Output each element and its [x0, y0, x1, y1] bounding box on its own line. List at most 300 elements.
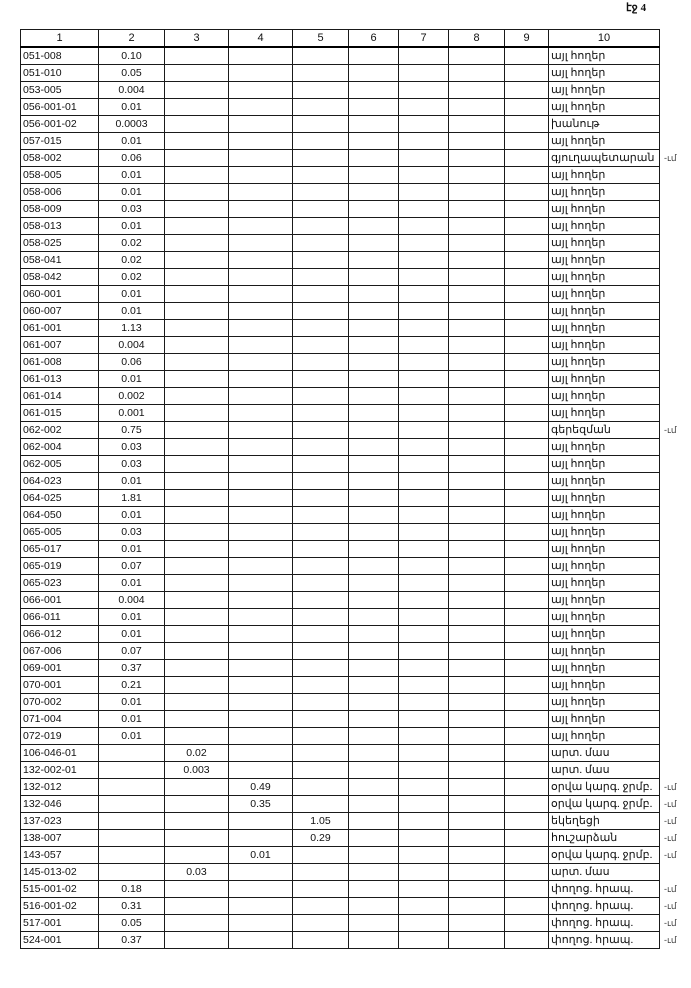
land-use-cell: այլ հողեր	[549, 201, 660, 218]
col7-cell	[399, 592, 449, 609]
margin-mark: -ւմ	[664, 849, 677, 860]
col6-cell	[349, 694, 399, 711]
col8-cell	[449, 660, 505, 677]
margin-mark: -ւմ	[664, 781, 677, 792]
col8-cell	[449, 167, 505, 184]
col6-cell	[349, 82, 399, 99]
col8-cell	[449, 915, 505, 932]
col4-value-cell	[229, 864, 293, 881]
col2-value-cell: 0.37	[99, 932, 165, 949]
land-use-cell: այլ հողեր	[549, 303, 660, 320]
col7-cell	[399, 626, 449, 643]
col5-value-cell	[293, 643, 349, 660]
col3-value-cell	[165, 592, 229, 609]
col5-value-cell	[293, 65, 349, 82]
col8-cell	[449, 626, 505, 643]
col3-value-cell	[165, 388, 229, 405]
col4-value-cell	[229, 133, 293, 150]
col5-value-cell	[293, 354, 349, 371]
col8-cell	[449, 643, 505, 660]
table-row	[21, 405, 660, 422]
col4-value-cell	[229, 745, 293, 762]
col6-cell	[349, 252, 399, 269]
col2-value-cell: 0.01	[99, 133, 165, 150]
col5-value-cell	[293, 881, 349, 898]
col6-cell	[349, 218, 399, 235]
col9-cell	[505, 184, 549, 201]
land-use-cell: այլ հողեր	[549, 456, 660, 473]
col6-cell	[349, 541, 399, 558]
col6-cell	[349, 184, 399, 201]
parcel-code-cell: 065-023	[21, 575, 99, 592]
parcel-code-cell: 138-007	[21, 830, 99, 847]
col5-value-cell	[293, 626, 349, 643]
col3-value-cell	[165, 677, 229, 694]
col4-value-cell	[229, 218, 293, 235]
table-row	[21, 65, 660, 82]
land-use-cell: այլ հողեր	[549, 388, 660, 405]
parcel-code-cell: 137-023	[21, 813, 99, 830]
parcel-code-cell: 051-010	[21, 65, 99, 82]
land-use-cell: գերեզման	[549, 422, 660, 439]
col7-cell	[399, 745, 449, 762]
col9-cell	[505, 575, 549, 592]
col9-cell	[505, 354, 549, 371]
land-use-cell: այլ հողեր	[549, 133, 660, 150]
land-use-cell: այլ հողեր	[549, 286, 660, 303]
col9-cell	[505, 422, 549, 439]
col6-cell	[349, 354, 399, 371]
col7-cell	[399, 116, 449, 133]
col2-value-cell: 0.004	[99, 82, 165, 99]
col8-cell	[449, 201, 505, 218]
col3-value-cell	[165, 728, 229, 745]
land-use-cell: այլ հողեր	[549, 184, 660, 201]
col7-cell	[399, 167, 449, 184]
col5-value-cell	[293, 864, 349, 881]
col9-cell	[505, 711, 549, 728]
land-use-cell: այլ հողեր	[549, 643, 660, 660]
col9-cell	[505, 167, 549, 184]
col2-value-cell: 1.13	[99, 320, 165, 337]
parcel-code-cell: 061-013	[21, 371, 99, 388]
table-row	[21, 575, 660, 592]
col4-value-cell	[229, 337, 293, 354]
col6-cell	[349, 864, 399, 881]
col8-cell	[449, 830, 505, 847]
col8-cell	[449, 184, 505, 201]
parcel-code-cell: 058-005	[21, 167, 99, 184]
parcel-code-cell: 066-011	[21, 609, 99, 626]
col4-value-cell	[229, 915, 293, 932]
land-use-cell: խանութ	[549, 116, 660, 133]
col8-cell	[449, 337, 505, 354]
col8-cell	[449, 473, 505, 490]
parcel-code-cell: 066-012	[21, 626, 99, 643]
col7-cell	[399, 728, 449, 745]
col7-cell	[399, 303, 449, 320]
table-row	[21, 167, 660, 184]
col4-value-cell	[229, 47, 293, 65]
parcel-code-cell: 056-001-02	[21, 116, 99, 133]
parcel-code-cell: 070-002	[21, 694, 99, 711]
col9-cell	[505, 847, 549, 864]
col6-cell	[349, 643, 399, 660]
col7-cell	[399, 813, 449, 830]
col5-value-cell	[293, 286, 349, 303]
col3-value-cell	[165, 354, 229, 371]
col5-value-cell	[293, 133, 349, 150]
col8-cell	[449, 745, 505, 762]
header-row	[21, 30, 660, 48]
parcel-code-cell: 058-042	[21, 269, 99, 286]
col9-cell	[505, 660, 549, 677]
col7-cell	[399, 82, 449, 99]
parcel-code-cell: 062-004	[21, 439, 99, 456]
col5-value-cell	[293, 898, 349, 915]
col3-value-cell	[165, 881, 229, 898]
col3-value-cell	[165, 337, 229, 354]
col3-value-cell	[165, 507, 229, 524]
col3-value-cell	[165, 813, 229, 830]
col5-value-cell	[293, 711, 349, 728]
table-row	[21, 864, 660, 881]
column-header: 10	[549, 30, 660, 48]
col8-cell	[449, 813, 505, 830]
column-header: 4	[229, 30, 293, 48]
col8-cell	[449, 235, 505, 252]
col8-cell	[449, 218, 505, 235]
col3-value-cell	[165, 796, 229, 813]
col8-cell	[449, 150, 505, 167]
col5-value-cell	[293, 320, 349, 337]
col8-cell	[449, 252, 505, 269]
col4-value-cell	[229, 286, 293, 303]
col3-value-cell	[165, 422, 229, 439]
table-row	[21, 915, 660, 932]
land-use-cell: այլ հողեր	[549, 609, 660, 626]
col4-value-cell: 0.35	[229, 796, 293, 813]
col7-cell	[399, 779, 449, 796]
table-row	[21, 728, 660, 745]
col2-value-cell: 0.06	[99, 150, 165, 167]
col7-cell	[399, 643, 449, 660]
col3-value-cell	[165, 660, 229, 677]
col5-value-cell	[293, 371, 349, 388]
col8-cell	[449, 932, 505, 949]
parcel-code-cell: 106-046-01	[21, 745, 99, 762]
col2-value-cell: 0.02	[99, 235, 165, 252]
table-row	[21, 337, 660, 354]
land-use-cell: փողոց. հրապ.	[549, 915, 660, 932]
table-row	[21, 320, 660, 337]
margin-mark: -ւմ	[664, 798, 677, 809]
col6-cell	[349, 65, 399, 82]
col6-cell	[349, 303, 399, 320]
col7-cell	[399, 609, 449, 626]
col3-value-cell	[165, 541, 229, 558]
col6-cell	[349, 473, 399, 490]
parcel-code-cell: 132-012	[21, 779, 99, 796]
col7-cell	[399, 711, 449, 728]
col4-value-cell	[229, 524, 293, 541]
table-row	[21, 388, 660, 405]
col3-value-cell	[165, 269, 229, 286]
col4-value-cell	[229, 881, 293, 898]
col5-value-cell	[293, 609, 349, 626]
col5-value-cell	[293, 490, 349, 507]
col4-value-cell	[229, 694, 293, 711]
col3-value-cell: 0.02	[165, 745, 229, 762]
col9-cell	[505, 932, 549, 949]
col8-cell	[449, 762, 505, 779]
col3-value-cell	[165, 235, 229, 252]
col8-cell	[449, 47, 505, 65]
col8-cell	[449, 881, 505, 898]
table-row	[21, 286, 660, 303]
land-use-cell: այլ հողեր	[549, 473, 660, 490]
land-use-cell: եկեղեցի	[549, 813, 660, 830]
col2-value-cell: 0.01	[99, 711, 165, 728]
col2-value-cell: 0.37	[99, 660, 165, 677]
col5-value-cell	[293, 456, 349, 473]
parcel-code-cell: 061-007	[21, 337, 99, 354]
table-row	[21, 371, 660, 388]
col9-cell	[505, 252, 549, 269]
col5-value-cell	[293, 728, 349, 745]
land-use-cell: փողոց. հրապ.	[549, 881, 660, 898]
col8-cell	[449, 864, 505, 881]
col7-cell	[399, 932, 449, 949]
parcel-code-cell: 058-025	[21, 235, 99, 252]
col8-cell	[449, 388, 505, 405]
col4-value-cell: 0.01	[229, 847, 293, 864]
col9-cell	[505, 439, 549, 456]
col2-value-cell: 0.01	[99, 694, 165, 711]
col8-cell	[449, 609, 505, 626]
col5-value-cell	[293, 150, 349, 167]
col5-value-cell	[293, 337, 349, 354]
col5-value-cell	[293, 847, 349, 864]
col8-cell	[449, 65, 505, 82]
table-row	[21, 82, 660, 99]
table-row	[21, 354, 660, 371]
column-header: 7	[399, 30, 449, 48]
col7-cell	[399, 439, 449, 456]
col4-value-cell	[229, 728, 293, 745]
col8-cell	[449, 558, 505, 575]
col3-value-cell	[165, 898, 229, 915]
col7-cell	[399, 99, 449, 116]
col2-value-cell: 0.01	[99, 609, 165, 626]
land-use-cell: այլ հողեր	[549, 558, 660, 575]
col4-value-cell	[229, 65, 293, 82]
col6-cell	[349, 677, 399, 694]
col8-cell	[449, 99, 505, 116]
table-row	[21, 694, 660, 711]
col9-cell	[505, 796, 549, 813]
parcel-code-cell: 058-006	[21, 184, 99, 201]
col9-cell	[505, 490, 549, 507]
col7-cell	[399, 847, 449, 864]
table-row	[21, 762, 660, 779]
col3-value-cell	[165, 116, 229, 133]
col8-cell	[449, 677, 505, 694]
col8-cell	[449, 694, 505, 711]
parcel-code-cell: 067-006	[21, 643, 99, 660]
col5-value-cell	[293, 745, 349, 762]
land-use-cell: այլ հողեր	[549, 677, 660, 694]
col9-cell	[505, 779, 549, 796]
parcel-code-cell: 071-004	[21, 711, 99, 728]
col4-value-cell	[229, 405, 293, 422]
col6-cell	[349, 405, 399, 422]
page-number: էջ 4	[626, 2, 647, 14]
col3-value-cell	[165, 167, 229, 184]
land-register-table	[20, 29, 660, 949]
parcel-code-cell: 060-001	[21, 286, 99, 303]
col6-cell	[349, 830, 399, 847]
col9-cell	[505, 915, 549, 932]
col7-cell	[399, 388, 449, 405]
col2-value-cell: 0.07	[99, 558, 165, 575]
col3-value-cell	[165, 439, 229, 456]
col2-value-cell	[99, 779, 165, 796]
col6-cell	[349, 507, 399, 524]
column-header: 3	[165, 30, 229, 48]
col3-value-cell	[165, 711, 229, 728]
col9-cell	[505, 473, 549, 490]
col2-value-cell: 0.03	[99, 439, 165, 456]
col2-value-cell: 0.21	[99, 677, 165, 694]
col3-value-cell	[165, 47, 229, 65]
parcel-code-cell: 516-001-02	[21, 898, 99, 915]
table-row	[21, 150, 660, 167]
col6-cell	[349, 422, 399, 439]
col4-value-cell	[229, 99, 293, 116]
col9-cell	[505, 677, 549, 694]
table-row	[21, 252, 660, 269]
land-use-cell: օրվա կարգ. ջրմբ.	[549, 779, 660, 796]
col5-value-cell	[293, 779, 349, 796]
col2-value-cell: 0.01	[99, 541, 165, 558]
table-row	[21, 439, 660, 456]
col2-value-cell: 0.002	[99, 388, 165, 405]
parcel-code-cell: 062-005	[21, 456, 99, 473]
table-row	[21, 473, 660, 490]
col9-cell	[505, 643, 549, 660]
land-use-cell: հուշարձան	[549, 830, 660, 847]
col7-cell	[399, 660, 449, 677]
col4-value-cell	[229, 507, 293, 524]
col7-cell	[399, 405, 449, 422]
col4-value-cell	[229, 473, 293, 490]
col6-cell	[349, 728, 399, 745]
col2-value-cell: 0.01	[99, 218, 165, 235]
col3-value-cell	[165, 609, 229, 626]
land-use-cell: այլ հողեր	[549, 507, 660, 524]
col3-value-cell	[165, 558, 229, 575]
col3-value-cell	[165, 847, 229, 864]
col3-value-cell	[165, 932, 229, 949]
col8-cell	[449, 371, 505, 388]
column-header: 1	[21, 30, 99, 48]
col6-cell	[349, 133, 399, 150]
parcel-code-cell: 524-001	[21, 932, 99, 949]
col4-value-cell	[229, 303, 293, 320]
col9-cell	[505, 456, 549, 473]
land-use-cell: այլ հողեր	[549, 320, 660, 337]
col9-cell	[505, 47, 549, 65]
col9-cell	[505, 388, 549, 405]
land-use-cell: այլ հողեր	[549, 405, 660, 422]
table-row	[21, 898, 660, 915]
col4-value-cell	[229, 269, 293, 286]
col5-value-cell	[293, 677, 349, 694]
col4-value-cell	[229, 150, 293, 167]
parcel-code-cell: 058-009	[21, 201, 99, 218]
col4-value-cell	[229, 575, 293, 592]
table-row	[21, 626, 660, 643]
parcel-code-cell: 132-046	[21, 796, 99, 813]
parcel-code-cell: 064-025	[21, 490, 99, 507]
col5-value-cell	[293, 388, 349, 405]
column-header: 2	[99, 30, 165, 48]
land-use-cell: այլ հողեր	[549, 524, 660, 541]
parcel-code-cell: 517-001	[21, 915, 99, 932]
col8-cell	[449, 269, 505, 286]
table-row	[21, 796, 660, 813]
col5-value-cell	[293, 524, 349, 541]
table-row	[21, 677, 660, 694]
col5-value-cell	[293, 269, 349, 286]
land-use-cell: այլ հողեր	[549, 337, 660, 354]
col9-cell	[505, 864, 549, 881]
col6-cell	[349, 524, 399, 541]
col5-value-cell: 0.29	[293, 830, 349, 847]
col3-value-cell: 0.003	[165, 762, 229, 779]
land-use-cell: այլ հողեր	[549, 354, 660, 371]
col7-cell	[399, 473, 449, 490]
col9-cell	[505, 898, 549, 915]
table-row	[21, 456, 660, 473]
parcel-code-cell: 066-001	[21, 592, 99, 609]
col7-cell	[399, 915, 449, 932]
margin-mark: -ւմ	[664, 832, 677, 843]
col2-value-cell: 0.03	[99, 524, 165, 541]
col5-value-cell	[293, 82, 349, 99]
col3-value-cell	[165, 320, 229, 337]
land-use-cell: այլ հողեր	[549, 711, 660, 728]
col7-cell	[399, 830, 449, 847]
col6-cell	[349, 796, 399, 813]
land-use-cell: այլ հողեր	[549, 47, 660, 65]
table-row	[21, 660, 660, 677]
col3-value-cell	[165, 150, 229, 167]
land-use-cell: արտ. մաս	[549, 745, 660, 762]
col9-cell	[505, 150, 549, 167]
table-row	[21, 881, 660, 898]
col9-cell	[505, 694, 549, 711]
col6-cell	[349, 592, 399, 609]
col8-cell	[449, 422, 505, 439]
parcel-code-cell: 064-023	[21, 473, 99, 490]
parcel-code-cell: 072-019	[21, 728, 99, 745]
col7-cell	[399, 796, 449, 813]
col8-cell	[449, 303, 505, 320]
col6-cell	[349, 711, 399, 728]
parcel-code-cell: 070-001	[21, 677, 99, 694]
